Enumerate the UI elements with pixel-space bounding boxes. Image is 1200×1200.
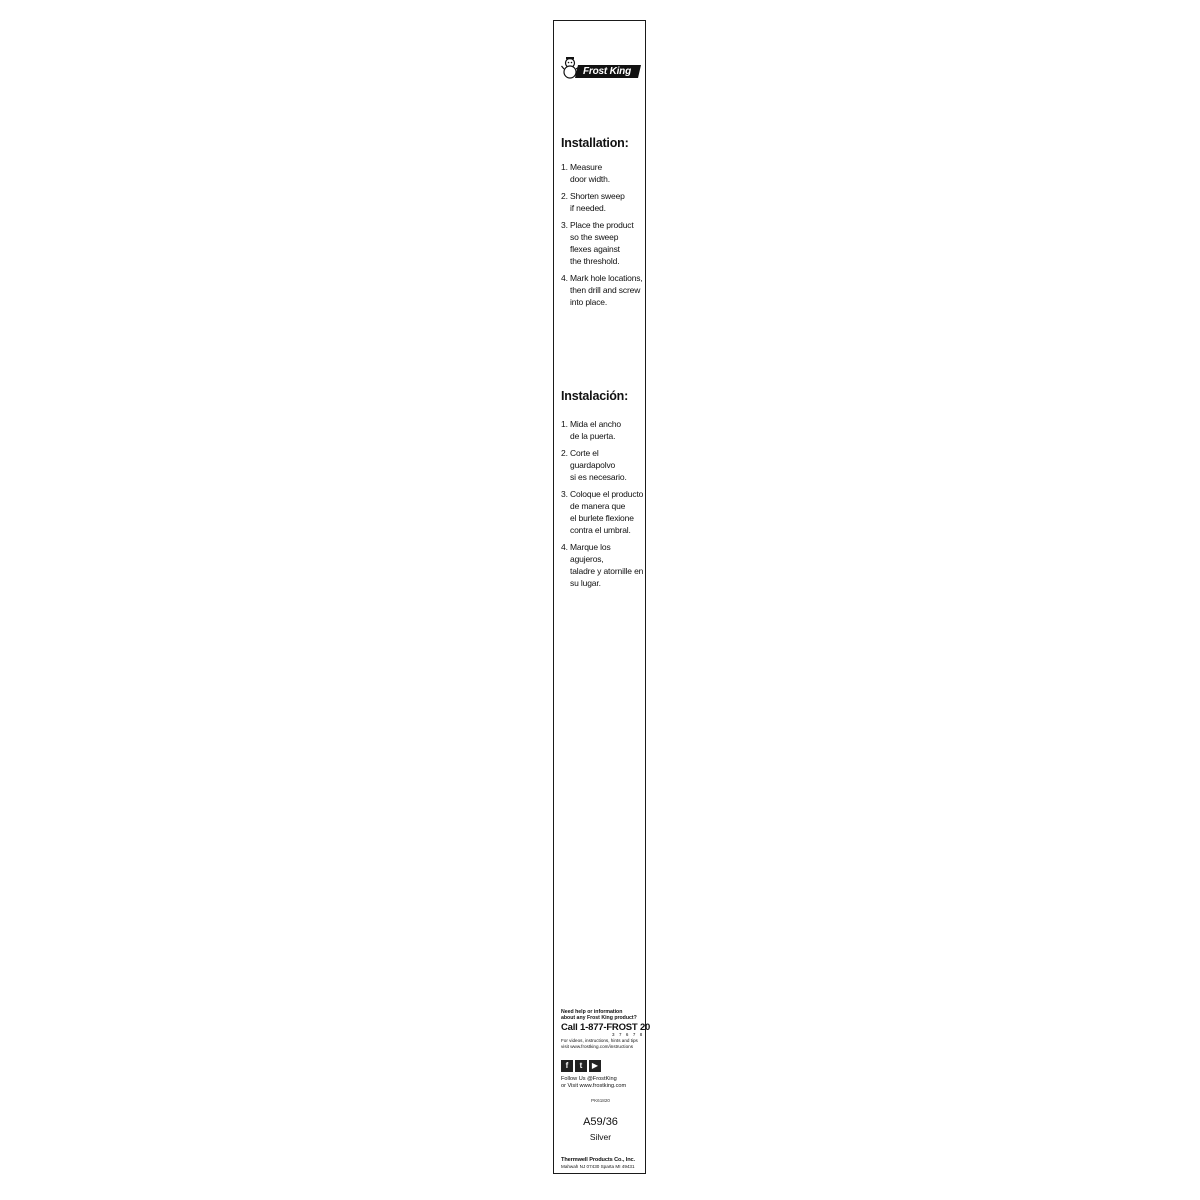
facebook-icon: f	[561, 1060, 573, 1072]
follow-text: Follow Us @FrostKing or Visit www.frostking.com	[561, 1076, 627, 1089]
youtube-icon: ▶	[589, 1060, 601, 1072]
installation-heading: Installation:	[561, 136, 629, 150]
brand-name: Frost King	[583, 66, 631, 77]
company-address: Mahwah NJ 07430 Sparta MI 49431	[561, 1164, 635, 1169]
part-code: PK61820	[591, 1098, 610, 1103]
phone-number: Call 1-877-FROST 20	[561, 1022, 651, 1033]
list-item: 2. Corte el guardapolvo si es necesario.	[561, 448, 627, 482]
instalacion-heading: Instalación:	[561, 389, 629, 403]
list-item: 3. Coloque el producto de manera que el burlete flexione contra el umbral.	[561, 489, 644, 535]
product-label	[553, 20, 651, 1174]
model-number: A59/36	[583, 1116, 618, 1128]
list-item: 4. Marque los agujeros, taladre y atornille en su lugar.	[561, 542, 644, 588]
list-item: 1. Measure door width.	[561, 162, 610, 184]
videos-text: For videos, instructions, hints and tips visit www.frostking.com/instructions	[561, 1038, 638, 1049]
list-item: 3. Place the product so the sweep flexes against the threshold.	[561, 220, 634, 266]
phone-digits: 3 7 6 7 8	[612, 1032, 644, 1037]
color-name: Silver	[589, 1132, 612, 1142]
list-item: 2. Shorten sweep if needed.	[561, 191, 625, 213]
installation-steps-es	[561, 418, 645, 594]
help-text: Need help or information about any Frost King product?	[561, 1009, 637, 1021]
social-icons	[561, 1060, 601, 1072]
list-item: 1. Mida el ancho de la puerta.	[561, 419, 621, 441]
installation-steps-en	[561, 161, 645, 313]
twitter-icon: t	[575, 1060, 587, 1072]
company-name: Thermwell Products Co., Inc.	[561, 1157, 635, 1163]
frost-king-logo	[561, 55, 641, 83]
list-item: 4. Mark hole locations, then drill and screw into place.	[561, 273, 643, 307]
